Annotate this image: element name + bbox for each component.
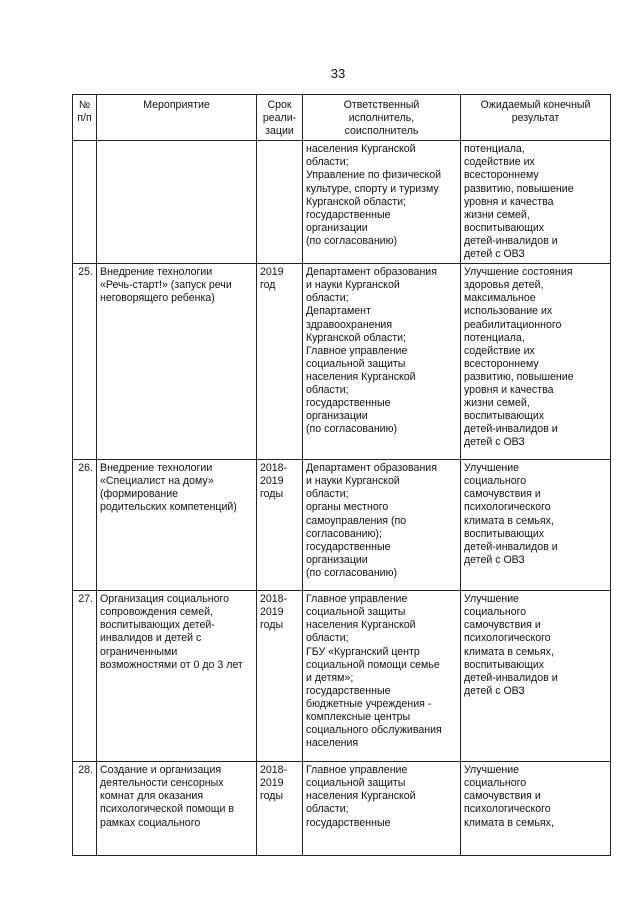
cell-line: Улучшение состояния (464, 266, 573, 279)
cell-line: Курганской области; (306, 195, 406, 208)
cell-line: Главное управление (306, 764, 408, 777)
row-number: 26. (73, 460, 97, 591)
cell-line: ограниченными (100, 645, 178, 658)
header-responsible (303, 95, 461, 141)
cell-line: (по согласованию) (306, 234, 398, 247)
cell-line: здравоохранения (306, 318, 393, 331)
row-responsible (303, 264, 461, 460)
cell-line: 2019 (260, 606, 284, 619)
row-responsible (303, 591, 461, 762)
cell-line: культуре, спорту и туризму (306, 182, 439, 195)
cell-line: самочувствия и (464, 619, 541, 632)
cell-line: Улучшение (464, 462, 520, 475)
cell-line: психологического (464, 632, 551, 645)
cell-line: детей с ОВЗ (464, 553, 525, 566)
cell-line: области; (306, 383, 349, 396)
cell-line: области; (306, 632, 349, 645)
cell-line: социальной помощи семье (306, 658, 440, 671)
cell-line: использование их (464, 305, 553, 318)
cell-line: Управление по физической (306, 169, 442, 182)
cell-line: населения Курганской (306, 790, 416, 803)
cell-line: развитию, повышение (464, 182, 574, 195)
row-number: 28. (73, 762, 97, 856)
row-term (257, 460, 303, 591)
cell-line: Срок (267, 99, 292, 111)
cell-line: содействие их (464, 156, 535, 169)
cell-line: неговорящего ребенка) (100, 292, 215, 305)
cell-line: 2019 (260, 266, 284, 279)
cell-line: воспитывающих (464, 221, 545, 234)
cell-line: Организация социального (100, 593, 229, 606)
cell-line: 2018- (260, 462, 288, 475)
cell-line: и науки Курганской (306, 279, 400, 292)
cell-line: годы (260, 488, 284, 501)
cell-line: воспитывающих (464, 658, 545, 671)
page-number: 33 (330, 66, 346, 81)
cell-line: 2019 (260, 475, 284, 488)
row-number: 25. (73, 264, 97, 460)
cell-line: исполнитель, (348, 112, 415, 125)
cell-line: «Специалист на дому» (100, 475, 214, 488)
header-term (257, 95, 303, 141)
cell-line: (по согласованию) (306, 423, 398, 436)
cell-line: детей-инвалидов и (464, 234, 558, 247)
header-number (73, 95, 97, 141)
cell-line: области; (306, 803, 349, 816)
row-result (461, 762, 611, 856)
cell-line: Ответственный (343, 99, 420, 111)
row-event (97, 591, 257, 762)
cell-line: государственные (306, 208, 391, 221)
cell-line: соисполнитель (344, 125, 419, 138)
cell-line: содействие их (464, 344, 535, 357)
cell-line: воспитывающих (464, 527, 545, 540)
cell-line: Департамент образования (306, 462, 437, 475)
row-event (97, 264, 257, 460)
cell-line: уровня и качества (464, 195, 554, 208)
table-row (73, 591, 611, 762)
cell-line: ГБУ «Курганский центр (306, 645, 420, 658)
cell-line: деятельности сенсорных (100, 777, 224, 790)
cell-line: развитию, повышение (464, 370, 574, 383)
cell-line: детей с ОВЗ (464, 436, 525, 449)
cell-line: № (78, 99, 91, 111)
row-term (257, 141, 303, 264)
cell-line: населения Курганской (306, 143, 416, 156)
cell-line: социального (464, 777, 527, 790)
cell-line: органы местного (306, 501, 389, 514)
cell-line: Курганской области; (306, 331, 406, 344)
cell-line: психологического (464, 501, 551, 514)
cell-line: социальной защиты (306, 606, 406, 619)
cell-line: детей-инвалидов и (464, 671, 558, 684)
cell-line: жизни семей, (464, 397, 530, 410)
cell-line: согласованию); (306, 527, 382, 540)
cell-line: комплексные центры (306, 710, 411, 723)
cell-line: Создание и организация (100, 764, 222, 777)
cell-line: социального (464, 606, 527, 619)
cell-line: самочувствия и (464, 488, 541, 501)
header-event (97, 95, 257, 141)
cell-line: детей с ОВЗ (464, 684, 525, 697)
cell-line: годы (260, 790, 284, 803)
measures-table (72, 94, 611, 856)
row-number (73, 141, 97, 264)
cell-line: и детям»; (306, 671, 354, 684)
cell-line: возможностями от 0 до 3 лет (100, 658, 243, 671)
cell-line: детей-инвалидов и (464, 540, 558, 553)
cell-line: инвалидов и детей с (100, 632, 202, 645)
cell-line: социальной защиты (306, 357, 406, 370)
cell-line: психологического (464, 803, 551, 816)
cell-line: воспитывающих (464, 410, 545, 423)
cell-line: Департамент (306, 305, 371, 318)
row-result (461, 264, 611, 460)
cell-line: реали- (262, 112, 297, 125)
cell-line: рамках социального (100, 816, 201, 829)
cell-line: всестороннему (464, 357, 539, 370)
cell-line: населения Курганской (306, 370, 416, 383)
header-result (461, 95, 611, 141)
cell-line: результат (511, 112, 560, 125)
cell-line: Главное управление (306, 593, 408, 606)
cell-line: комнат для оказания (100, 790, 204, 803)
cell-line: социальной защиты (306, 777, 406, 790)
cell-line: всестороннему (464, 169, 539, 182)
row-result (461, 460, 611, 591)
cell-line: (формирование (100, 488, 179, 501)
cell-line: самоуправления (по (306, 514, 407, 527)
cell-line: государственные (306, 684, 391, 697)
row-responsible (303, 762, 461, 856)
cell-line: Департамент образования (306, 266, 437, 279)
cell-line: климата в семьях, (464, 645, 554, 658)
cell-line: населения (306, 737, 359, 750)
cell-line: 2019 (260, 777, 284, 790)
row-responsible (303, 460, 461, 591)
cell-line: области; (306, 156, 349, 169)
table-header-row (73, 95, 611, 141)
row-term (257, 591, 303, 762)
cell-line: социального (464, 475, 527, 488)
cell-line: населения Курганской (306, 619, 416, 632)
cell-line: год (260, 279, 276, 292)
table-row (73, 762, 611, 856)
cell-line: государственные (306, 397, 391, 410)
cell-line: государственные (306, 540, 391, 553)
cell-line: зации (265, 125, 294, 138)
table-row (73, 460, 611, 591)
cell-line: уровня и качества (464, 383, 554, 396)
cell-line: годы (260, 619, 284, 632)
table-row (73, 264, 611, 460)
cell-line: организации (306, 221, 368, 234)
cell-line: воспитывающих детей- (100, 619, 215, 632)
row-term (257, 264, 303, 460)
cell-line: сопровождения семей, (100, 606, 213, 619)
row-term (257, 762, 303, 856)
row-result (461, 591, 611, 762)
cell-line: максимальное (464, 292, 536, 305)
cell-line: здоровья детей, (464, 279, 544, 292)
cell-line: жизни семей, (464, 208, 530, 221)
row-event (97, 460, 257, 591)
cell-line: родительских компетенций) (100, 501, 237, 514)
cell-line: и науки Курганской (306, 475, 400, 488)
cell-line: Внедрение технологии (100, 462, 213, 475)
cell-line: (по согласованию) (306, 566, 398, 579)
row-event (97, 141, 257, 264)
cell-line: Мероприятие (143, 99, 210, 111)
cell-line: п/п (77, 112, 92, 125)
cell-line: Ожидаемый конечный (480, 99, 591, 111)
table-row (73, 141, 611, 264)
cell-line: области; (306, 292, 349, 305)
cell-line: реабилитационного (464, 318, 562, 331)
cell-line: бюджетные учреждения - (306, 697, 432, 710)
cell-line: организации (306, 553, 368, 566)
row-result (461, 141, 611, 264)
cell-line: Улучшение (464, 593, 520, 606)
row-responsible (303, 141, 461, 264)
cell-line: 2018- (260, 764, 288, 777)
cell-line: детей с ОВЗ (464, 248, 525, 261)
cell-line: социального обслуживания (306, 724, 442, 737)
cell-line: государственные (306, 816, 391, 829)
cell-line: Внедрение технологии (100, 266, 213, 279)
cell-line: самочувствия и (464, 790, 541, 803)
cell-line: области; (306, 488, 349, 501)
cell-line: «Речь-старт!» (запуск речи (100, 279, 232, 292)
cell-line: детей-инвалидов и (464, 423, 558, 436)
cell-line: климата в семьях, (464, 514, 554, 527)
cell-line: Главное управление (306, 344, 408, 357)
row-number: 27. (73, 591, 97, 762)
cell-line: потенциала, (464, 331, 525, 344)
cell-line: потенциала, (464, 143, 525, 156)
cell-line: Улучшение (464, 764, 520, 777)
cell-line: климата в семьях, (464, 816, 554, 829)
cell-line: 2018- (260, 593, 288, 606)
row-event (97, 762, 257, 856)
cell-line: психологической помощи в (100, 803, 234, 816)
cell-line: организации (306, 410, 368, 423)
